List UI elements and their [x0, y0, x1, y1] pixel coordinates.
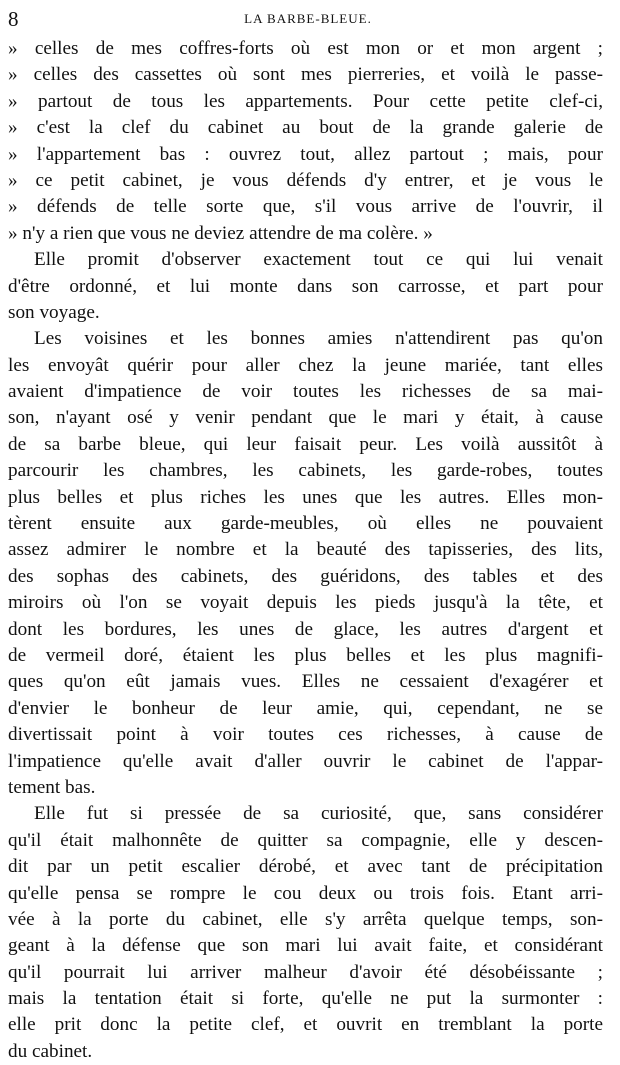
text-line: avaient d'impatience de voir toutes les richesses de sa mai- [8, 381, 603, 403]
text-line: » défends de telle sorte que, s'il vous arrive de l'ouvrir, il [8, 196, 603, 218]
text-line: elle prit donc la petite clef, et ouvrit en tremblant la porte [8, 1014, 603, 1036]
running-title: LA BARBE-BLEUE. [244, 11, 372, 26]
text-line: du cabinet. [8, 1040, 93, 1062]
paragraph [8, 36, 603, 247]
text-line: qu'il pourrait lui arriver malheur d'avoir été désobéissante ; [8, 961, 603, 983]
text-line: les envoyât quérir pour aller chez la jeune mariée, tant elles [8, 354, 603, 376]
text-line: dont les bordures, les unes de glace, les autres d'argent et [8, 618, 603, 640]
paragraph [8, 801, 603, 1065]
text-line: miroirs où l'on se voyait depuis les pieds jusqu'à la tête, et [8, 592, 603, 614]
text-line: parcourir les chambres, les cabinets, les garde-robes, toutes [8, 460, 603, 482]
page-header [8, 6, 608, 32]
text-line: des sophas des cabinets, des guéridons, des tables et des [8, 565, 603, 587]
text-line: d'envier le bonheur de leur amie, qui, cependant, ne se [8, 697, 603, 719]
body-text [8, 36, 603, 1065]
text-line: » c'est la clef du cabinet au bout de la grande galerie de [8, 117, 603, 139]
text-line: divertissait point à voir toutes ces richesses, à cause de [8, 724, 603, 746]
text-line: » celles des cassettes où sont mes pierreries, et voilà le passe- [8, 64, 603, 86]
text-line: son voyage. [8, 301, 100, 323]
text-line: vée à la porte du cabinet, elle s'y arrêta quelque temps, son- [8, 908, 603, 930]
text-line: tèrent ensuite aux garde-meubles, où elles ne pouvaient [8, 513, 603, 535]
text-line: geant à la défense que son mari lui avait faite, et considérant [8, 935, 603, 957]
paragraph [8, 326, 603, 801]
text-line: » n'y a rien que vous ne deviez attendre de ma colère. » [8, 222, 433, 244]
text-line: qu'elle pensa se rompre le cou deux ou trois fois. Etant arri- [8, 882, 603, 904]
text-line: assez admirer le nombre et la beauté des tapisseries, des lits, [8, 539, 603, 561]
text-line: de sa barbe bleue, qui leur faisait peur. Les voilà aussitôt à [8, 433, 603, 455]
text-line: Elle promit d'observer exactement tout ce qui lui venait [34, 249, 603, 271]
text-line: mais la tentation était si forte, qu'elle ne put la surmonter : [8, 988, 603, 1010]
text-line: » partout de tous les appartements. Pour cette petite clef-ci, [8, 90, 603, 112]
text-line: Elle fut si pressée de sa curiosité, que, sans considérer [34, 803, 603, 825]
text-line: l'impatience qu'elle avait d'aller ouvrir le cabinet de l'appar- [8, 750, 603, 772]
text-line: plus belles et plus riches les unes que les autres. Elles mon- [8, 486, 603, 508]
text-line: d'être ordonné, et lui monte dans son carrosse, et part pour [8, 275, 603, 297]
text-line: de vermeil doré, étaient les plus belles et les plus magnifi- [8, 644, 603, 666]
text-line: dit par un petit escalier dérobé, et avec tant de précipitation [8, 856, 603, 878]
text-line: Les voisines et les bonnes amies n'attendirent pas qu'on [34, 328, 603, 350]
paragraph [8, 247, 603, 326]
text-line: » ce petit cabinet, je vous défends d'y entrer, et je vous le [8, 169, 603, 191]
text-line: ques qu'on eût jamais vues. Elles ne cessaient d'exagérer et [8, 671, 603, 693]
text-line: qu'il était malhonnête de quitter sa compagnie, elle y descen- [8, 829, 603, 851]
text-line: tement bas. [8, 776, 96, 798]
text-line: » l'appartement bas : ouvrez tout, allez partout ; mais, pour [8, 143, 603, 165]
text-line: son, n'ayant osé y venir pendant que le mari y était, à cause [8, 407, 603, 429]
text-line: » celles de mes coffres-forts où est mon or et mon argent ; [8, 38, 603, 59]
page-number: 8 [8, 7, 19, 31]
